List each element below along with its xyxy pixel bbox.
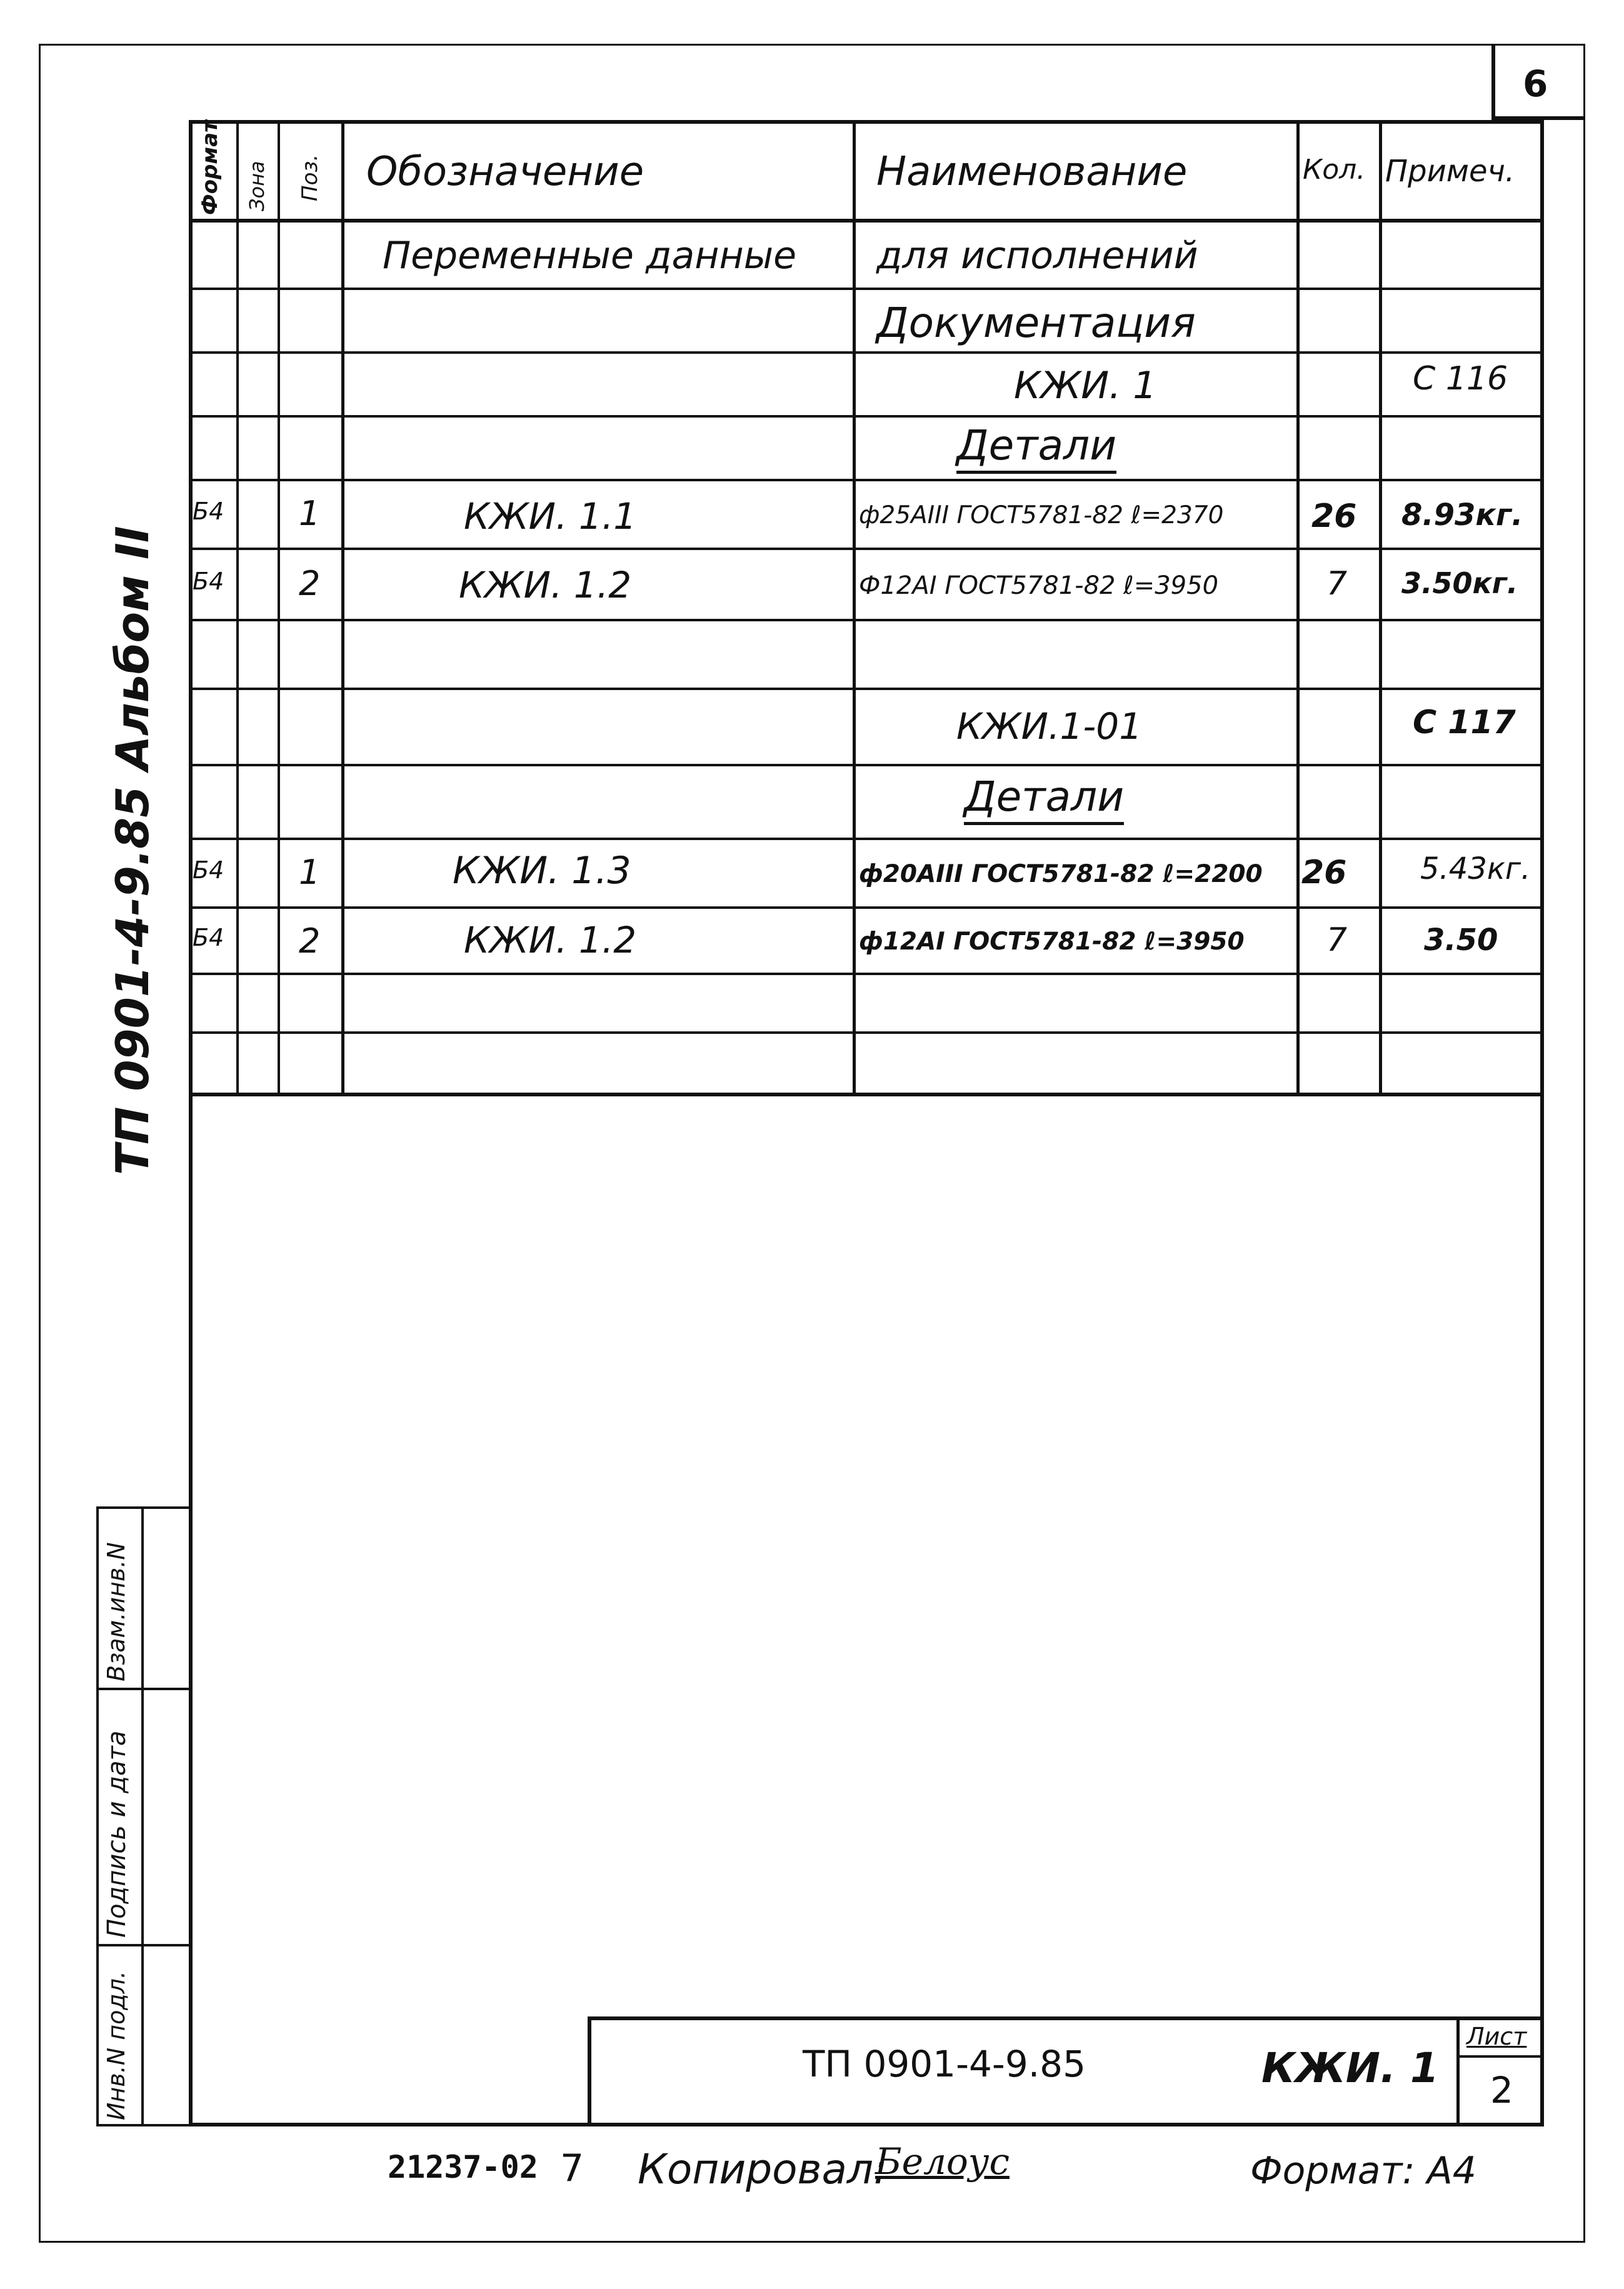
footer-order: 21237-02	[388, 2149, 538, 2185]
stamp-sheet-label: Лист	[1466, 2023, 1527, 2050]
header-note: Примеч.	[1385, 154, 1515, 189]
row-designation: Переменные данные	[383, 234, 797, 278]
row-name: Детали	[964, 773, 1124, 825]
row-name: для исполнений	[876, 234, 1198, 278]
footer-format: Формат: А4	[1250, 2149, 1476, 2193]
row-line	[189, 838, 1544, 840]
row-format: Б4	[193, 856, 224, 884]
row-qty: 26	[1301, 854, 1347, 891]
left-stamp-col-line	[141, 1506, 144, 2126]
header-pos: Поз.	[298, 154, 323, 201]
header-zone: Зона	[245, 161, 269, 211]
row-line	[189, 973, 1544, 975]
stamp-sheet-number: 2	[1490, 2069, 1513, 2111]
corner-sheet-number: 6	[1523, 63, 1548, 105]
row-format: Б4	[193, 568, 224, 595]
col-line	[278, 120, 280, 1095]
stamp-replace-inv: Взам.инв.N	[103, 1542, 130, 1681]
spec-table	[189, 120, 1544, 1103]
row-line	[189, 906, 1544, 909]
row-designation: КЖИ. 1.2	[464, 919, 637, 961]
row-line	[189, 351, 1544, 354]
col-line	[1379, 120, 1382, 1095]
row-line	[189, 1031, 1544, 1034]
row-note: 5.43кг.	[1420, 851, 1531, 886]
table-bottom-line	[189, 1093, 1544, 1096]
row-name: Ф12АI ГОСТ5781-82 ℓ=3950	[859, 571, 1219, 600]
stamp-inv-orig: Инв.N подл.	[103, 1971, 130, 2120]
row-qty: 7	[1326, 921, 1348, 959]
col-line	[236, 120, 239, 1095]
row-pos: 1	[299, 494, 321, 533]
title-block-row-line	[1456, 2055, 1544, 2058]
table-top-line	[189, 120, 1544, 124]
row-note: 3.50кг.	[1401, 566, 1518, 600]
col-line	[1296, 120, 1300, 1095]
row-format: Б4	[193, 924, 224, 951]
stamp-code: ТП 0901-4-9.85	[803, 2043, 1086, 2085]
footer-copied: Копировал:	[638, 2145, 888, 2193]
header-name: Наименование	[876, 149, 1188, 195]
row-name: ф20АIII ГОСТ5781-82 ℓ=2200	[859, 860, 1263, 888]
col-line	[341, 120, 344, 1095]
row-line	[189, 548, 1544, 550]
left-stamp-row-line	[96, 1688, 190, 1690]
row-pos: 2	[299, 564, 321, 603]
row-name: КЖИ. 1	[1014, 364, 1157, 408]
side-title: ТП 0901-4-9.85 Альбом II	[106, 526, 159, 1175]
row-line	[189, 764, 1544, 766]
col-line	[853, 120, 856, 1095]
row-name: Детали	[956, 421, 1116, 474]
title-block-col-line	[1456, 2016, 1460, 2126]
row-note: 3.50	[1424, 923, 1498, 958]
row-qty: 26	[1311, 498, 1357, 535]
row-designation: КЖИ. 1.2	[459, 564, 632, 606]
stamp-sign-date: Подпись и дата	[103, 1730, 131, 1938]
row-name: КЖИ.1-01	[956, 705, 1143, 748]
row-note: С 117	[1413, 704, 1516, 741]
row-line	[189, 415, 1544, 418]
row-line	[189, 288, 1544, 290]
header-bottom-line	[189, 219, 1544, 223]
stamp-doc: КЖИ. 1	[1261, 2044, 1439, 2092]
header-qty: Кол.	[1303, 154, 1366, 186]
row-note: 8.93кг.	[1401, 498, 1523, 533]
row-pos: 2	[299, 921, 321, 961]
row-name: Документация	[876, 299, 1196, 347]
row-note: С 116	[1413, 360, 1508, 398]
row-pos: 1	[299, 853, 321, 892]
row-line	[189, 479, 1544, 481]
row-format: Б4	[193, 498, 224, 525]
header-designation: Обозначение	[366, 149, 644, 195]
left-stamp-row-line	[96, 1944, 190, 1946]
row-designation: КЖИ. 1.3	[453, 849, 631, 893]
row-name: ф12АI ГОСТ5781-82 ℓ=3950	[859, 928, 1245, 956]
row-designation: КЖИ. 1.1	[464, 495, 637, 538]
row-line	[189, 688, 1544, 690]
footer-signature: Белоус	[875, 2140, 1010, 2183]
row-qty: 7	[1326, 565, 1348, 603]
footer-num: 7	[560, 2146, 584, 2190]
row-line	[189, 619, 1544, 621]
header-format: Формат	[198, 120, 223, 215]
row-name: ф25АIII ГОСТ5781-82 ℓ=2370	[859, 501, 1224, 529]
